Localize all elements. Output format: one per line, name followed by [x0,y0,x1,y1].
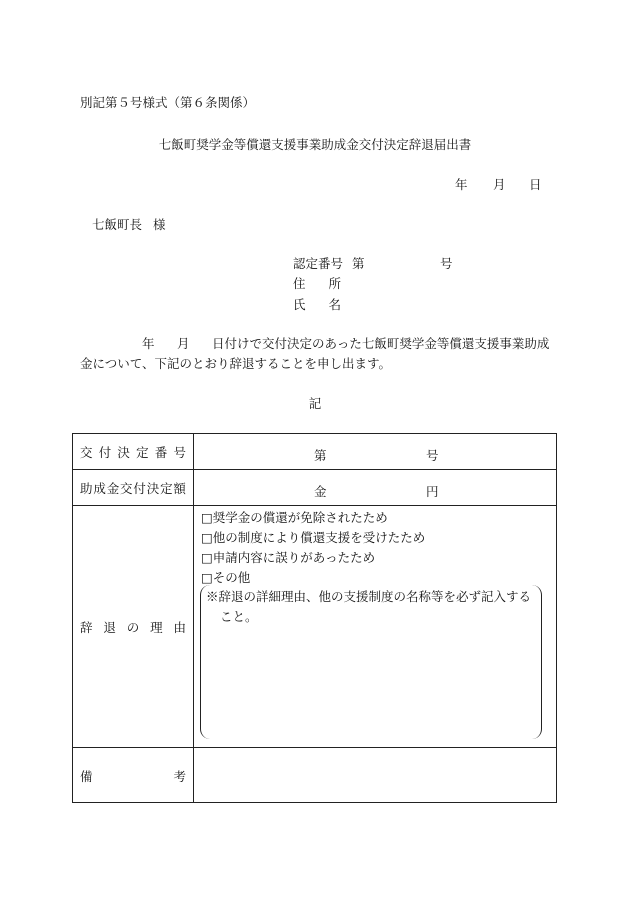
label-char: の [126,619,140,635]
remarks-label [73,748,193,804]
withdrawal-reason-label [73,506,193,747]
address-char: 住 [293,276,306,291]
label-char: 退 [103,619,116,635]
label-char: 備 [80,769,93,784]
address-char: 所 [328,276,341,291]
label-char: 理 [150,619,163,635]
label-char: 辞 [80,619,93,635]
applicant-name-label [293,299,341,312]
body-text-line-2: 金について、下記のとおり辞退することを申し出ます。 [80,356,392,371]
applicant-address-label [293,278,341,291]
grant-amount-label [73,470,193,505]
form-number-label: 別記第５号様式（第６条関係） [80,95,256,110]
grant-amount-suffix: 円 [426,484,439,499]
certification-number-prefix: 第 [352,256,365,271]
label-char: 決 [117,444,130,460]
label-char: 由 [173,619,186,635]
label-char: 定 [136,444,149,460]
label-char: 成 [93,480,106,496]
name-char: 氏 [293,297,306,312]
detail-reason-note-line-2: こと。 [220,609,258,624]
addressee-name: 七飯町長 [92,217,143,232]
ki-heading: 記 [308,396,322,411]
label-char: 番 [154,444,168,460]
remarks-value[interactable] [194,748,556,804]
decision-number-prefix: 第 [314,448,327,463]
label-char: 交 [120,480,133,496]
date-day-label: 日 [529,177,542,192]
document-title: 七飯町奨学金等償還支援事業助成金交付決定辞退届出書 [158,137,472,152]
grant-amount-prefix: 金 [314,484,327,499]
body-month-label: 月 [177,336,190,351]
certification-number-suffix: 号 [440,256,453,271]
reason-option-application-error[interactable]: □申請内容に誤りがあったため [201,550,376,565]
grant-amount-value[interactable] [194,470,556,505]
withdrawal-reason-value [194,506,556,747]
decision-number-suffix: 号 [426,448,439,463]
label-char: 付 [98,444,112,460]
label-char: 付 [133,480,146,496]
label-char: 定 [160,480,173,496]
addressee-honorific: 様 [153,217,166,232]
label-char: 決 [146,480,160,496]
label-char: 考 [173,769,186,784]
date-year-label: 年 [455,177,468,192]
label-char: 金 [106,480,120,496]
body-text-rest: 日付けで交付決定のあった七飯町奨学金等償還支援事業助成 [212,336,550,351]
reason-option-other[interactable]: □その他 [201,570,251,585]
label-char: 助 [80,480,93,496]
name-char: 名 [328,297,341,312]
reason-option-other-program[interactable]: □他の制度により償還支援を受けたため [201,530,426,545]
decision-number-label [73,434,193,469]
decision-number-value[interactable] [194,434,556,469]
date-month-label: 月 [493,177,506,192]
body-year-label: 年 [142,336,155,351]
label-char: 額 [173,480,186,496]
certification-number-label: 認定番号 [293,256,344,271]
form-table [72,433,557,803]
label-char: 号 [173,444,186,460]
reason-option-exempted[interactable]: □奨学金の償還が免除されたため [201,510,388,525]
label-char: 交 [80,444,93,460]
detail-reason-note-line-1: ※辞退の詳細理由、他の支援制度の名称等を必ず記入する [206,589,532,604]
